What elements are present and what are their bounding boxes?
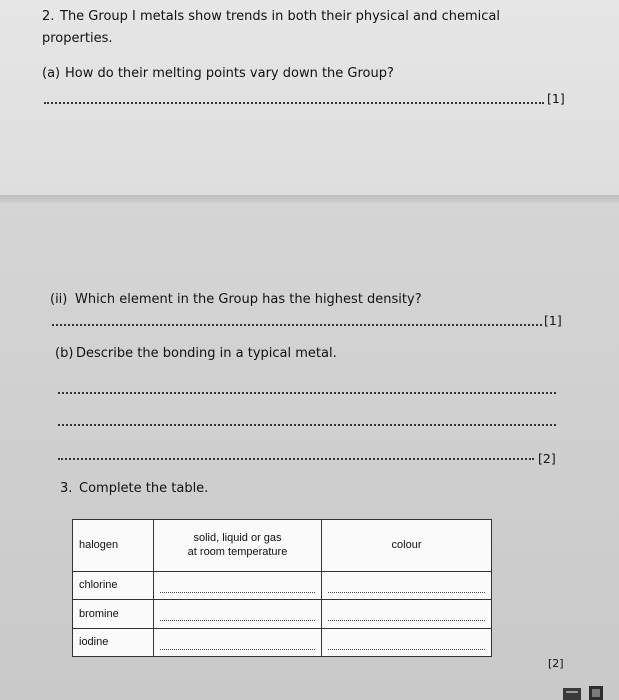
- page-fold: [0, 195, 619, 203]
- table-row: [73, 628, 492, 657]
- part-b-marks: [2]: [538, 451, 556, 466]
- question-3-marks: [2]: [548, 657, 564, 670]
- question-2-number: 2.: [42, 9, 55, 24]
- colour-answer-cell[interactable]: [322, 600, 492, 628]
- part-a-marks: [1]: [547, 91, 565, 106]
- part-ii-label: (ii): [50, 292, 68, 307]
- header-state: [154, 520, 322, 572]
- part-b-answer-line-2[interactable]: [58, 424, 556, 426]
- question-2-stem-line-2: properties.: [42, 31, 113, 46]
- worksheet-page-top: [0, 0, 619, 195]
- state-answer-cell[interactable]: [154, 628, 322, 657]
- row-halogen-name: iodine: [73, 628, 154, 657]
- part-a-answer-line[interactable]: [44, 102, 544, 104]
- header-state-line-2: at room temperature: [187, 546, 288, 559]
- row-halogen-name: bromine: [73, 600, 154, 628]
- header-halogen: halogen: [73, 520, 154, 572]
- question-2-stem-line-1: The Group I metals show trends in both their physical and chemical: [60, 9, 500, 24]
- part-a-question: How do their melting points vary down the Group?: [65, 66, 394, 81]
- question-3-number: 3.: [60, 481, 73, 496]
- state-answer-cell[interactable]: [154, 571, 322, 599]
- table-row: [73, 571, 492, 599]
- table-row: [73, 600, 492, 628]
- part-b-question: Describe the bonding in a typical metal.: [76, 346, 337, 361]
- part-ii-question: Which element in the Group has the highest density?: [75, 292, 422, 307]
- app-watermark-icon: [559, 684, 619, 700]
- state-answer-cell[interactable]: [154, 600, 322, 628]
- row-halogen-name: chlorine: [73, 571, 154, 599]
- part-a-label: (a): [42, 66, 61, 81]
- colour-answer-cell[interactable]: [322, 628, 492, 657]
- colour-answer-cell[interactable]: [322, 571, 492, 599]
- part-b-answer-line-3[interactable]: [58, 458, 534, 460]
- part-ii-answer-line[interactable]: [52, 324, 542, 326]
- question-3-instruction: Complete the table.: [79, 481, 209, 496]
- part-b-label: (b): [55, 346, 74, 361]
- halogen-table: [72, 519, 492, 657]
- part-b-answer-line-1[interactable]: [58, 392, 556, 394]
- part-ii-marks: [1]: [544, 313, 562, 328]
- header-colour: colour: [322, 520, 492, 572]
- table-header-row: [73, 520, 492, 572]
- header-state-line-1: solid, liquid or gas: [193, 532, 282, 545]
